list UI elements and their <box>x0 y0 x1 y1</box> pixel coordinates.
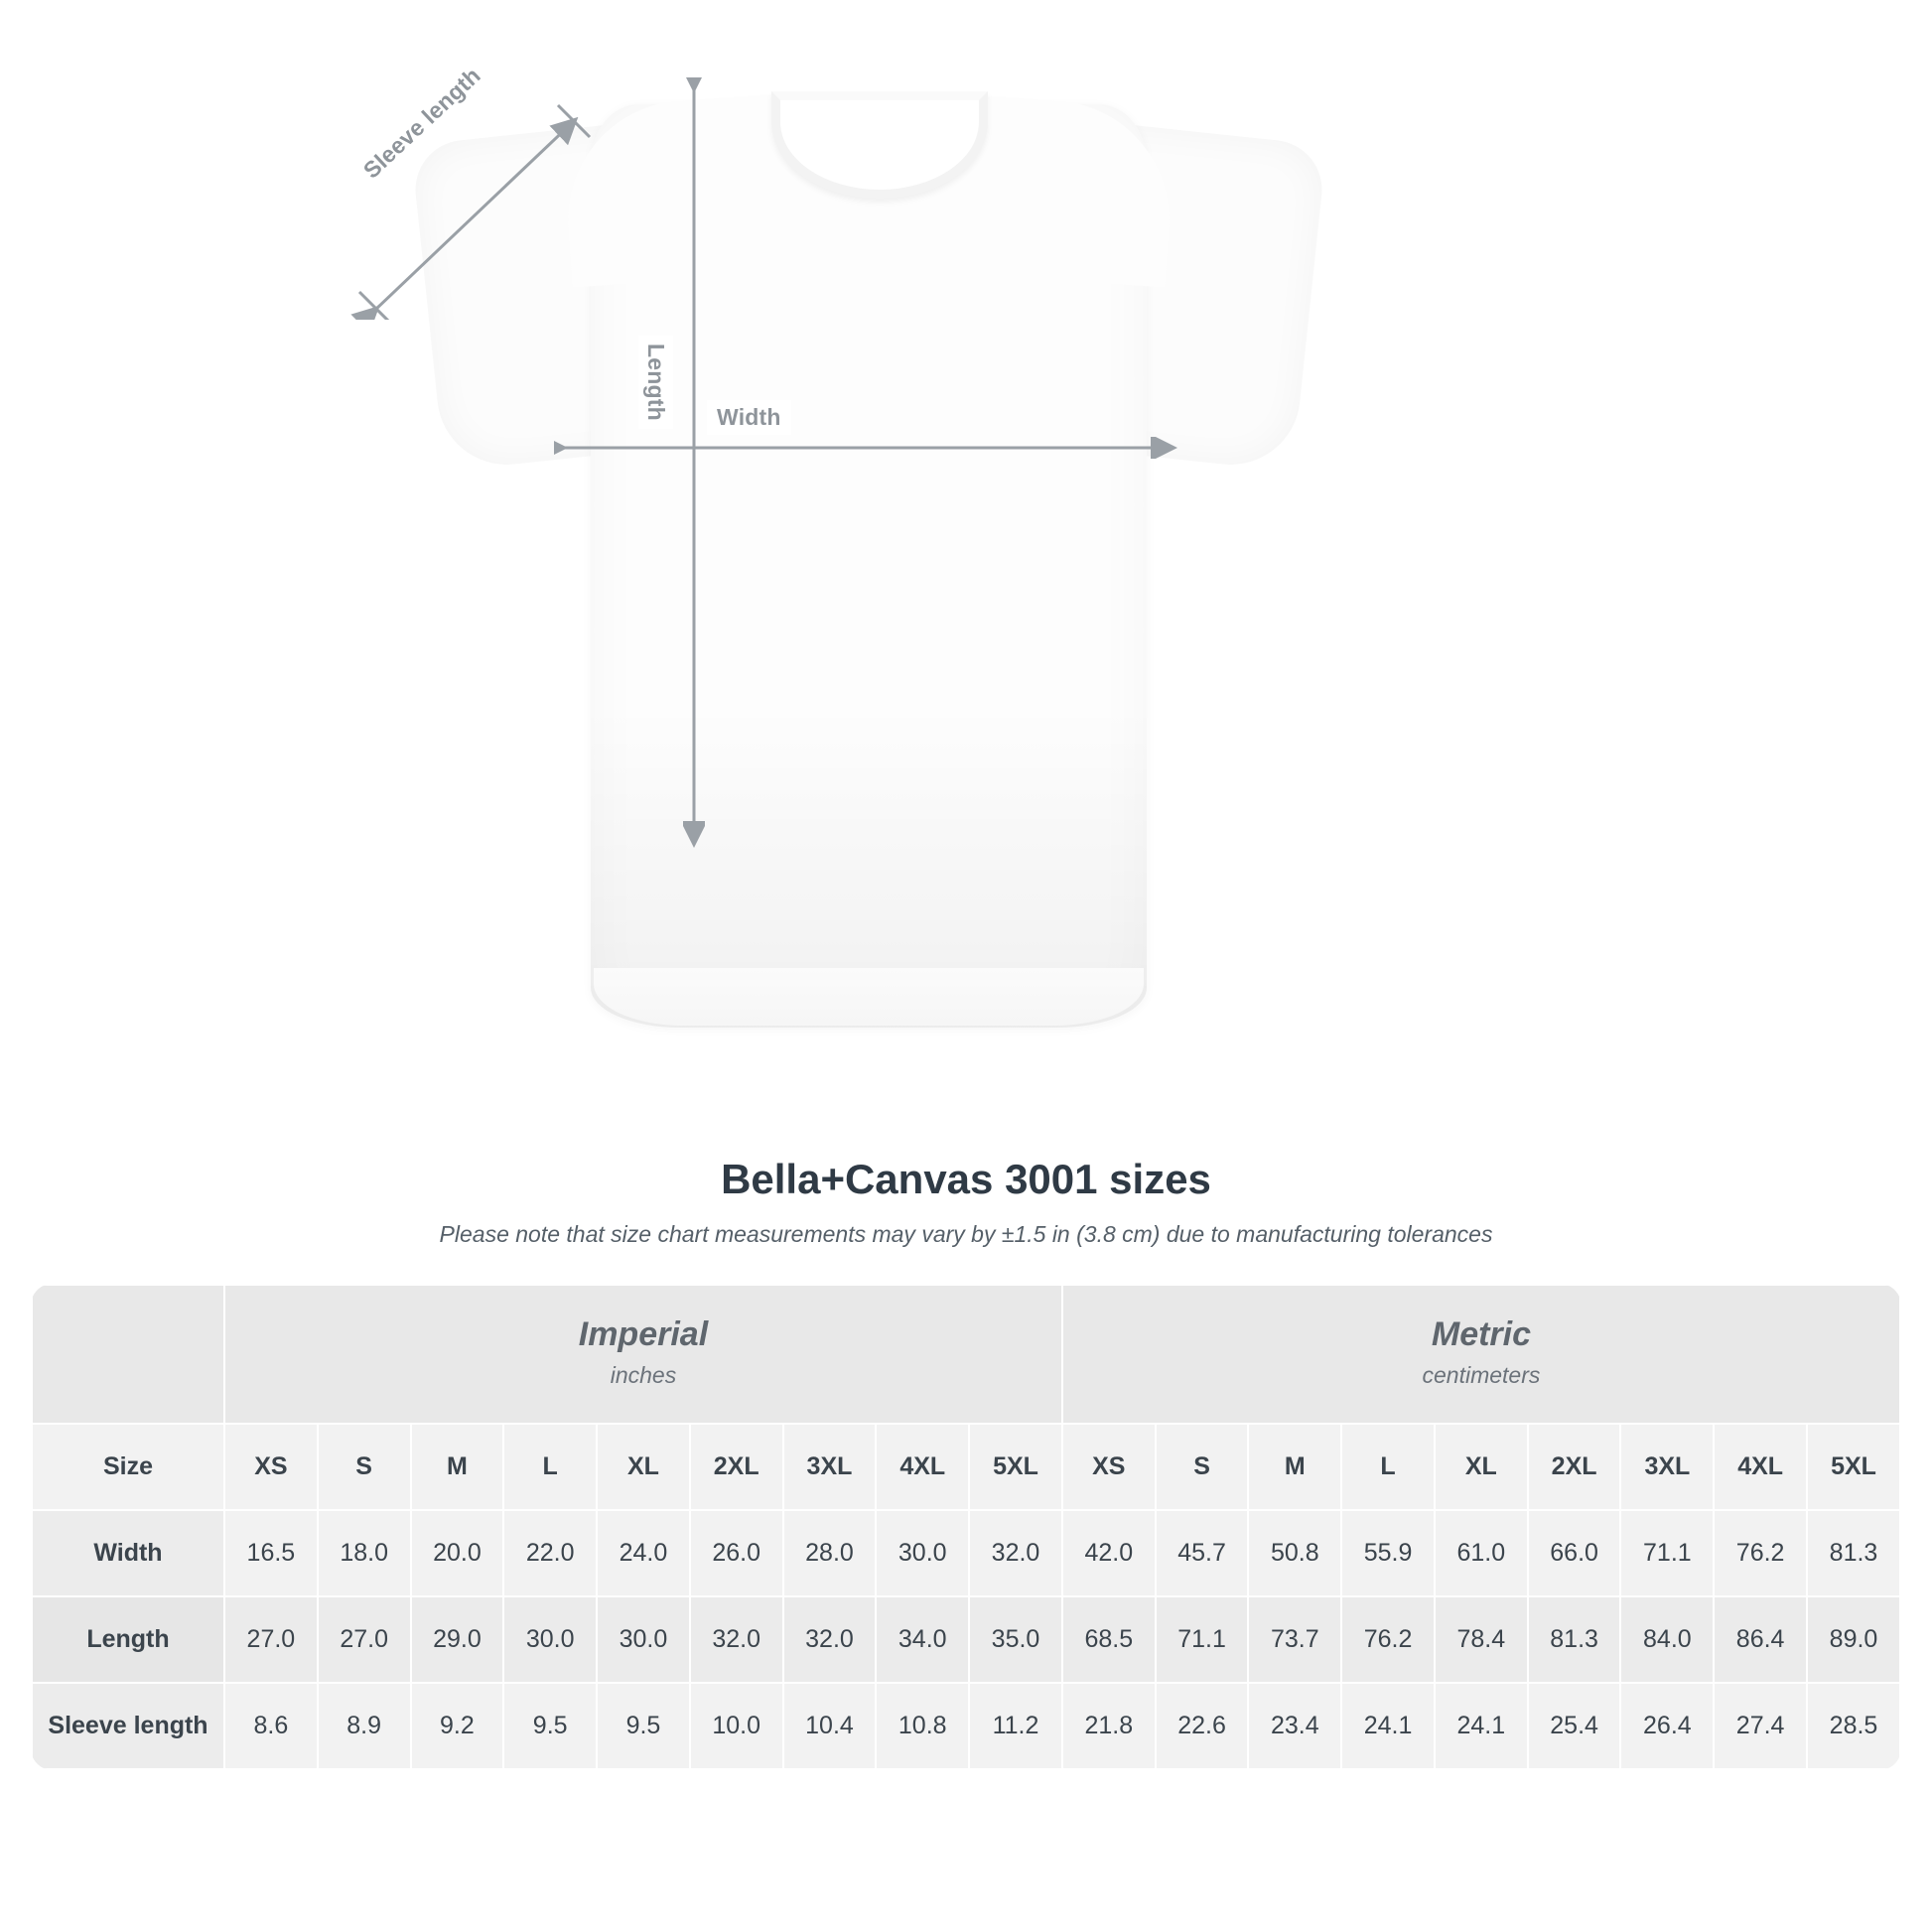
cell-length-10: 71.1 <box>1156 1596 1249 1683</box>
row-label-length: Length <box>32 1596 224 1683</box>
size-header-cell: 5XL <box>1807 1424 1900 1510</box>
cell-length-7: 34.0 <box>876 1596 969 1683</box>
width-guide <box>554 437 1179 459</box>
size-header-cell: 4XL <box>876 1424 969 1510</box>
cell-width-5: 26.0 <box>690 1510 783 1596</box>
cell-length-0: 27.0 <box>224 1596 318 1683</box>
size-header-cell: XL <box>1435 1424 1528 1510</box>
cell-sleeve-0: 8.6 <box>224 1683 318 1769</box>
cell-length-2: 29.0 <box>411 1596 504 1683</box>
cell-sleeve-3: 9.5 <box>503 1683 597 1769</box>
table-row-width <box>32 1510 1900 1596</box>
cell-length-5: 32.0 <box>690 1596 783 1683</box>
length-label: Length <box>638 336 673 429</box>
row-label-width: Width <box>32 1510 224 1596</box>
cell-length-12: 76.2 <box>1341 1596 1435 1683</box>
cell-length-1: 27.0 <box>318 1596 411 1683</box>
table-row-length <box>32 1596 1900 1683</box>
cell-length-15: 84.0 <box>1620 1596 1714 1683</box>
cell-sleeve-8: 11.2 <box>969 1683 1062 1769</box>
cell-width-7: 30.0 <box>876 1510 969 1596</box>
size-header-cell: 2XL <box>690 1424 783 1510</box>
cell-sleeve-14: 25.4 <box>1528 1683 1621 1769</box>
tshirt-hem <box>594 968 1144 1026</box>
cell-sleeve-15: 26.4 <box>1620 1683 1714 1769</box>
cell-sleeve-1: 8.9 <box>318 1683 411 1769</box>
cell-length-8: 35.0 <box>969 1596 1062 1683</box>
cell-length-3: 30.0 <box>503 1596 597 1683</box>
cell-sleeve-17: 28.5 <box>1807 1683 1900 1769</box>
width-label: Width <box>707 400 791 435</box>
cell-width-9: 42.0 <box>1062 1510 1156 1596</box>
unit-group-metric <box>1062 1285 1900 1424</box>
tshirt-graphic <box>357 62 1509 1052</box>
cell-sleeve-10: 22.6 <box>1156 1683 1249 1769</box>
size-chart-heading-block <box>0 1156 1932 1248</box>
cell-sleeve-12: 24.1 <box>1341 1683 1435 1769</box>
sleeve-length-arrow-icon <box>345 62 604 320</box>
sleeve-length-label: Sleeve length <box>357 62 485 184</box>
size-header-cell: M <box>411 1424 504 1510</box>
size-header-cell: L <box>503 1424 597 1510</box>
cell-sleeve-7: 10.8 <box>876 1683 969 1769</box>
unit-header-corner <box>32 1285 224 1424</box>
cell-width-10: 45.7 <box>1156 1510 1249 1596</box>
cell-width-15: 71.1 <box>1620 1510 1714 1596</box>
cell-sleeve-2: 9.2 <box>411 1683 504 1769</box>
unit-group-imperial <box>224 1285 1062 1424</box>
cell-width-2: 20.0 <box>411 1510 504 1596</box>
unit-group-metric-sub: centimeters <box>1422 1362 1541 1388</box>
size-header-cell: XS <box>224 1424 318 1510</box>
cell-width-0: 16.5 <box>224 1510 318 1596</box>
cell-length-16: 86.4 <box>1714 1596 1807 1683</box>
cell-sleeve-9: 21.8 <box>1062 1683 1156 1769</box>
cell-width-17: 81.3 <box>1807 1510 1900 1596</box>
table-size-header-row <box>32 1424 1900 1510</box>
tolerance-note: Please note that size chart measurements may vary by ±1.5 in (3.8 cm) due to manufacturing tolerances <box>439 1221 1493 1247</box>
cell-width-8: 32.0 <box>969 1510 1062 1596</box>
cell-length-14: 81.3 <box>1528 1596 1621 1683</box>
cell-width-3: 22.0 <box>503 1510 597 1596</box>
unit-group-imperial-name: Imperial <box>578 1315 709 1353</box>
cell-length-6: 32.0 <box>783 1596 877 1683</box>
cell-length-11: 73.7 <box>1248 1596 1341 1683</box>
size-header-cell: S <box>318 1424 411 1510</box>
cell-width-16: 76.2 <box>1714 1510 1807 1596</box>
cell-length-13: 78.4 <box>1435 1596 1528 1683</box>
cell-width-13: 61.0 <box>1435 1510 1528 1596</box>
size-header-cell: S <box>1156 1424 1249 1510</box>
width-arrow-icon <box>554 437 1179 459</box>
unit-group-imperial-sub: inches <box>610 1362 677 1388</box>
cell-width-14: 66.0 <box>1528 1510 1621 1596</box>
size-header-cell: 4XL <box>1714 1424 1807 1510</box>
size-header-cell: XS <box>1062 1424 1156 1510</box>
cell-width-1: 18.0 <box>318 1510 411 1596</box>
cell-width-11: 50.8 <box>1248 1510 1341 1596</box>
cell-sleeve-11: 23.4 <box>1248 1683 1341 1769</box>
row-label-sleeve-length: Sleeve length <box>32 1683 224 1769</box>
table-unit-header-row <box>32 1285 1900 1424</box>
size-header-cell: XL <box>597 1424 690 1510</box>
size-header-cell: 3XL <box>1620 1424 1714 1510</box>
cell-length-9: 68.5 <box>1062 1596 1156 1683</box>
length-arrow-icon <box>683 77 705 852</box>
cell-width-6: 28.0 <box>783 1510 877 1596</box>
size-header-label: Size <box>32 1424 224 1510</box>
cell-sleeve-4: 9.5 <box>597 1683 690 1769</box>
size-header-cell: 5XL <box>969 1424 1062 1510</box>
sleeve-length-guide <box>345 62 604 320</box>
cell-sleeve-13: 24.1 <box>1435 1683 1528 1769</box>
size-table <box>31 1284 1901 1770</box>
unit-group-metric-name: Metric <box>1431 1315 1532 1353</box>
size-table-container <box>31 1284 1901 1770</box>
length-guide <box>683 77 705 852</box>
cell-sleeve-6: 10.4 <box>783 1683 877 1769</box>
cell-width-12: 55.9 <box>1341 1510 1435 1596</box>
cell-width-4: 24.0 <box>597 1510 690 1596</box>
cell-sleeve-5: 10.0 <box>690 1683 783 1769</box>
size-header-cell: 3XL <box>783 1424 877 1510</box>
page-title: Bella+Canvas 3001 sizes <box>721 1156 1211 1202</box>
cell-length-17: 89.0 <box>1807 1596 1900 1683</box>
cell-length-4: 30.0 <box>597 1596 690 1683</box>
table-row-sleeve-length <box>32 1683 1900 1769</box>
size-header-cell: 2XL <box>1528 1424 1621 1510</box>
cell-sleeve-16: 27.4 <box>1714 1683 1807 1769</box>
size-header-cell: M <box>1248 1424 1341 1510</box>
size-header-cell: L <box>1341 1424 1435 1510</box>
